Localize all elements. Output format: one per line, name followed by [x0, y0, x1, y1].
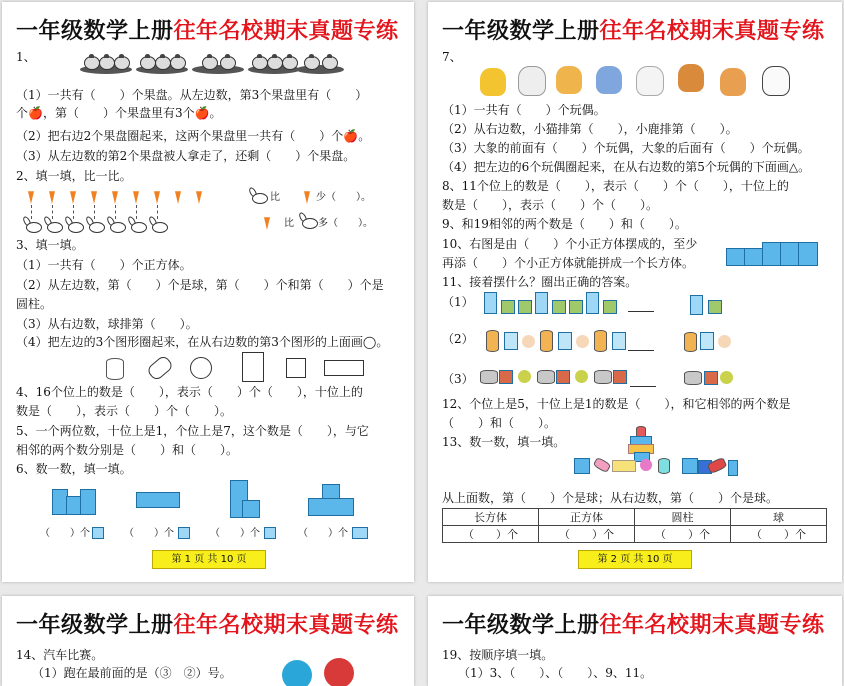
q10-line-b: 再添（ ）个小正方体就能拼成一个长方体。	[442, 256, 695, 270]
q11-3-label: （3）	[442, 372, 474, 386]
cylinder-icon	[486, 330, 499, 352]
carrot-icon	[175, 188, 181, 204]
carrot-icon	[304, 188, 310, 204]
race-car-icon	[324, 658, 354, 686]
fruit-plate-icon	[248, 54, 300, 74]
q12-line-a: 12、个位上是5，十位上是1的数是（ ），和它相邻的两个数是	[442, 397, 791, 411]
ball-icon	[190, 357, 212, 379]
carrot-icon	[112, 188, 118, 204]
q4-line-b: 数是（ ），表示（ ）个（ ）。	[16, 404, 233, 418]
carrot-icon	[264, 214, 270, 230]
q14-1: （1）跑在最前面的是（③ ②）号。	[32, 666, 232, 680]
carrot-icon	[133, 188, 139, 204]
q6-blank-4: （ ）个	[298, 528, 348, 539]
rubik-cube-icon	[499, 370, 513, 384]
cuboid-icon	[242, 352, 264, 382]
carrot-icon	[91, 188, 97, 204]
q19-1: （1）3、（ ）、（ ）、9、11。	[458, 666, 653, 680]
title-red: 往年名校期末真题专练	[173, 19, 399, 44]
rabbit-icon	[22, 216, 40, 232]
elephant-toy-icon	[596, 66, 622, 94]
q7-1: （1）一共有（ ）个玩偶。	[442, 103, 606, 117]
cuboid-icon	[504, 332, 518, 350]
cube-icon	[682, 458, 698, 474]
rabbit-icon	[148, 216, 166, 232]
q3-label: 3、填一填。	[16, 238, 84, 252]
cube-icon	[286, 358, 306, 378]
rabbit-icon	[43, 216, 61, 232]
cuboid-icon	[612, 332, 626, 350]
ball-icon	[522, 335, 535, 348]
tilted-cylinder-icon	[146, 354, 175, 382]
cube-tower-icon	[242, 500, 260, 518]
carrot-icon	[196, 188, 202, 204]
chick-toy-icon	[480, 68, 506, 96]
table-header: 圆柱	[635, 509, 731, 526]
cuboid-icon	[586, 292, 599, 314]
worksheet-page-3	[2, 596, 414, 686]
carrot-icon	[154, 188, 160, 204]
page-title	[16, 608, 399, 639]
q7-3: （3）大象的前面有（ ）个玩偶，大象的后面有（ ）个玩偶。	[442, 141, 810, 155]
q3-4: （4）把左边的3个图形圈起来，在从右边数的第3个图形的上面画◯。	[16, 335, 389, 349]
q12-line-b: （ ）和（ ）。	[442, 416, 557, 430]
drum-icon	[594, 370, 612, 384]
cuboid-icon	[612, 460, 636, 472]
q5-line-b: 相邻的两个数分别是（ ）和（ ）。	[16, 443, 239, 457]
horse-toy-icon	[720, 68, 746, 96]
q1-3: （3）从左边数的第2个果盘被人拿走了，还剩（ ）个果盘。	[16, 149, 356, 163]
cuboid-icon	[535, 292, 548, 314]
rabbit-icon	[248, 187, 266, 203]
table-cell: （ ）个	[539, 526, 635, 543]
ball-icon	[576, 335, 589, 348]
cube-icon	[569, 300, 583, 314]
table-header: 正方体	[539, 509, 635, 526]
q7-2: （2）从右边数，小猫排第（ ），小鹿排第（ ）。	[442, 122, 738, 136]
deer-toy-icon	[678, 64, 704, 92]
rabbit-toy-icon	[636, 66, 664, 96]
answer-line	[628, 311, 654, 312]
count-table	[442, 508, 827, 543]
q8-line-a: 8、11个位上的数是（ ），表示（ ）个（ ），十位上的	[442, 179, 789, 193]
q3-2-line-a: （2）从左边数，第（ ）个是球，第（ ）个和第（ ）个是	[16, 278, 384, 292]
fruit-plate-icon	[136, 54, 188, 74]
title-black: 一年级数学上册	[442, 613, 600, 638]
title-black: 一年级数学上册	[442, 19, 600, 44]
cube-icon	[264, 527, 276, 539]
q19-label: 19、按顺序填一填。	[442, 648, 554, 662]
race-car-icon	[282, 660, 312, 686]
page-title	[442, 608, 825, 639]
drum-icon	[537, 370, 555, 384]
q1-label: 1、	[16, 50, 36, 64]
cat-toy-icon	[556, 66, 582, 94]
title-red: 往年名校期末真题专练	[173, 613, 399, 638]
answer-line	[630, 386, 656, 387]
answer-line	[628, 350, 654, 351]
cube-icon	[552, 300, 566, 314]
table-cell: （ ）个	[635, 526, 731, 543]
ball-icon	[575, 370, 588, 383]
rabbit-icon	[85, 216, 103, 232]
worksheet-page-4	[428, 596, 842, 686]
q1-2: （2）把右边2个果盘圈起来，这两个果盘里一共有（ ）个🍎。	[16, 129, 371, 143]
compare-more-blank: 多（ ）。	[318, 218, 373, 229]
cube-icon	[603, 300, 617, 314]
q2-label: 2、填一填，比一比。	[16, 169, 132, 183]
worksheet-page-1	[2, 2, 414, 582]
cube-pyramid-icon	[308, 498, 354, 516]
compare-word-a: 比	[270, 192, 280, 203]
cylinder-icon	[106, 358, 124, 380]
carrot-icon	[28, 188, 34, 204]
q7-4: （4）把左边的6个玩偶圈起来，在从右边数的第5个玩偶的下面画△。	[442, 160, 811, 174]
cuboid-icon	[558, 332, 572, 350]
q3-3: （3）从右边数，球排第（ ）。	[16, 317, 198, 331]
cylinder-icon	[540, 330, 553, 352]
rubik-cube-icon	[613, 370, 627, 384]
cube-icon	[762, 242, 782, 266]
cube-row-icon	[136, 492, 180, 508]
page-title	[16, 14, 399, 45]
cube-stack-icon	[80, 489, 96, 515]
fruit-plate-icon	[192, 54, 244, 74]
cube-icon	[744, 248, 764, 266]
q1-1-line-a: （1）一共有（ ）个果盘。从左边数，第3个果盘里有（ ）	[16, 88, 368, 102]
fruit-plate-icon	[296, 54, 344, 74]
q11-label: 11、接着摆什么？圈出正确的答案。	[442, 275, 638, 289]
rabbit-icon	[106, 216, 124, 232]
ball-icon	[518, 370, 531, 383]
cube-icon	[178, 527, 190, 539]
cuboid-icon	[484, 292, 497, 314]
compare-less-blank: 少（ ）。	[316, 192, 371, 203]
q10-line-a: 10、右图是由（ ）个小正方体摆成的，至少	[442, 237, 698, 251]
goose-toy-icon	[518, 66, 546, 96]
table-header: 球	[731, 509, 827, 526]
cuboid-icon	[690, 295, 703, 315]
compare-word-b: 比	[284, 218, 294, 229]
ball-icon	[720, 371, 733, 384]
cuboid-icon	[728, 460, 738, 476]
drum-icon	[480, 370, 498, 384]
cube-icon	[574, 458, 590, 474]
rabbit-icon	[298, 212, 316, 228]
carrot-icon	[70, 188, 76, 204]
cube-icon	[780, 242, 800, 266]
rubik-cube-icon	[556, 370, 570, 384]
q11-1-label: （1）	[442, 295, 474, 309]
cube-icon	[708, 300, 722, 314]
q13-label: 13、数一数，填一填。	[442, 435, 566, 449]
q9: 9、和19相邻的两个数是（ ）和（ ）。	[442, 217, 687, 231]
cylinder-icon	[658, 458, 670, 474]
carrot-icon	[49, 188, 55, 204]
cube-icon	[798, 242, 818, 266]
worksheet-page-2	[428, 2, 842, 582]
q8-line-b: 数是（ ），表示（ ）个（ ）。	[442, 198, 659, 212]
title-red: 往年名校期末真题专练	[599, 613, 825, 638]
q6-blank-3: （ ）个	[210, 528, 260, 539]
fruit-plate-icon	[80, 54, 132, 74]
rubik-cube-icon	[704, 371, 718, 385]
q3-1: （1）一共有（ ）个正方体。	[16, 258, 192, 272]
cylinder-icon	[594, 330, 607, 352]
q6-blank-2: （ ）个	[124, 528, 174, 539]
drum-icon	[684, 371, 702, 385]
q14-label: 14、汽车比赛。	[16, 648, 104, 662]
cube-icon	[92, 527, 104, 539]
cube-icon	[726, 248, 746, 266]
page-footer: 第 2 页 共 10 页	[578, 550, 692, 569]
q3-2-line-b: 圆柱。	[16, 297, 53, 311]
table-cell: （ ）个	[731, 526, 827, 543]
cuboid-icon	[700, 332, 714, 350]
q4-line-a: 4、16个位上的数是（ ），表示（ ）个（ ），十位上的	[16, 385, 363, 399]
cube-icon	[501, 300, 515, 314]
q5-line-a: 5、一个两位数，十位上是1，个位上是7，这个数是（ ），与它	[16, 424, 369, 438]
cube-icon	[518, 300, 532, 314]
q7-label: 7、	[442, 50, 462, 64]
q11-2-label: （2）	[442, 332, 474, 346]
cylinder-icon	[684, 332, 697, 352]
cylinder-icon	[593, 457, 612, 474]
q1-1-line-b: 个🍎，第（ ）个果盘里有3个🍎。	[16, 106, 222, 120]
table-cell: （ ）个	[443, 526, 539, 543]
cow-toy-icon	[762, 66, 790, 96]
page-footer: 第 1 页 共 10 页	[152, 550, 266, 569]
q13-question: 从上面数，第（ ）个是球；从右边数，第（ ）个是球。	[442, 491, 779, 505]
page-title	[442, 14, 825, 45]
long-cuboid-icon	[324, 360, 364, 376]
title-red: 往年名校期末真题专练	[599, 19, 825, 44]
rabbit-icon	[127, 216, 145, 232]
q6-label: 6、数一数，填一填。	[16, 462, 132, 476]
rabbit-icon	[64, 216, 82, 232]
title-black: 一年级数学上册	[16, 19, 174, 44]
ball-icon	[640, 459, 652, 471]
q6-blank-1: （ ）个	[40, 528, 90, 539]
title-black: 一年级数学上册	[16, 613, 174, 638]
table-header: 长方体	[443, 509, 539, 526]
cuboid-icon	[352, 527, 368, 539]
ball-icon	[718, 335, 731, 348]
